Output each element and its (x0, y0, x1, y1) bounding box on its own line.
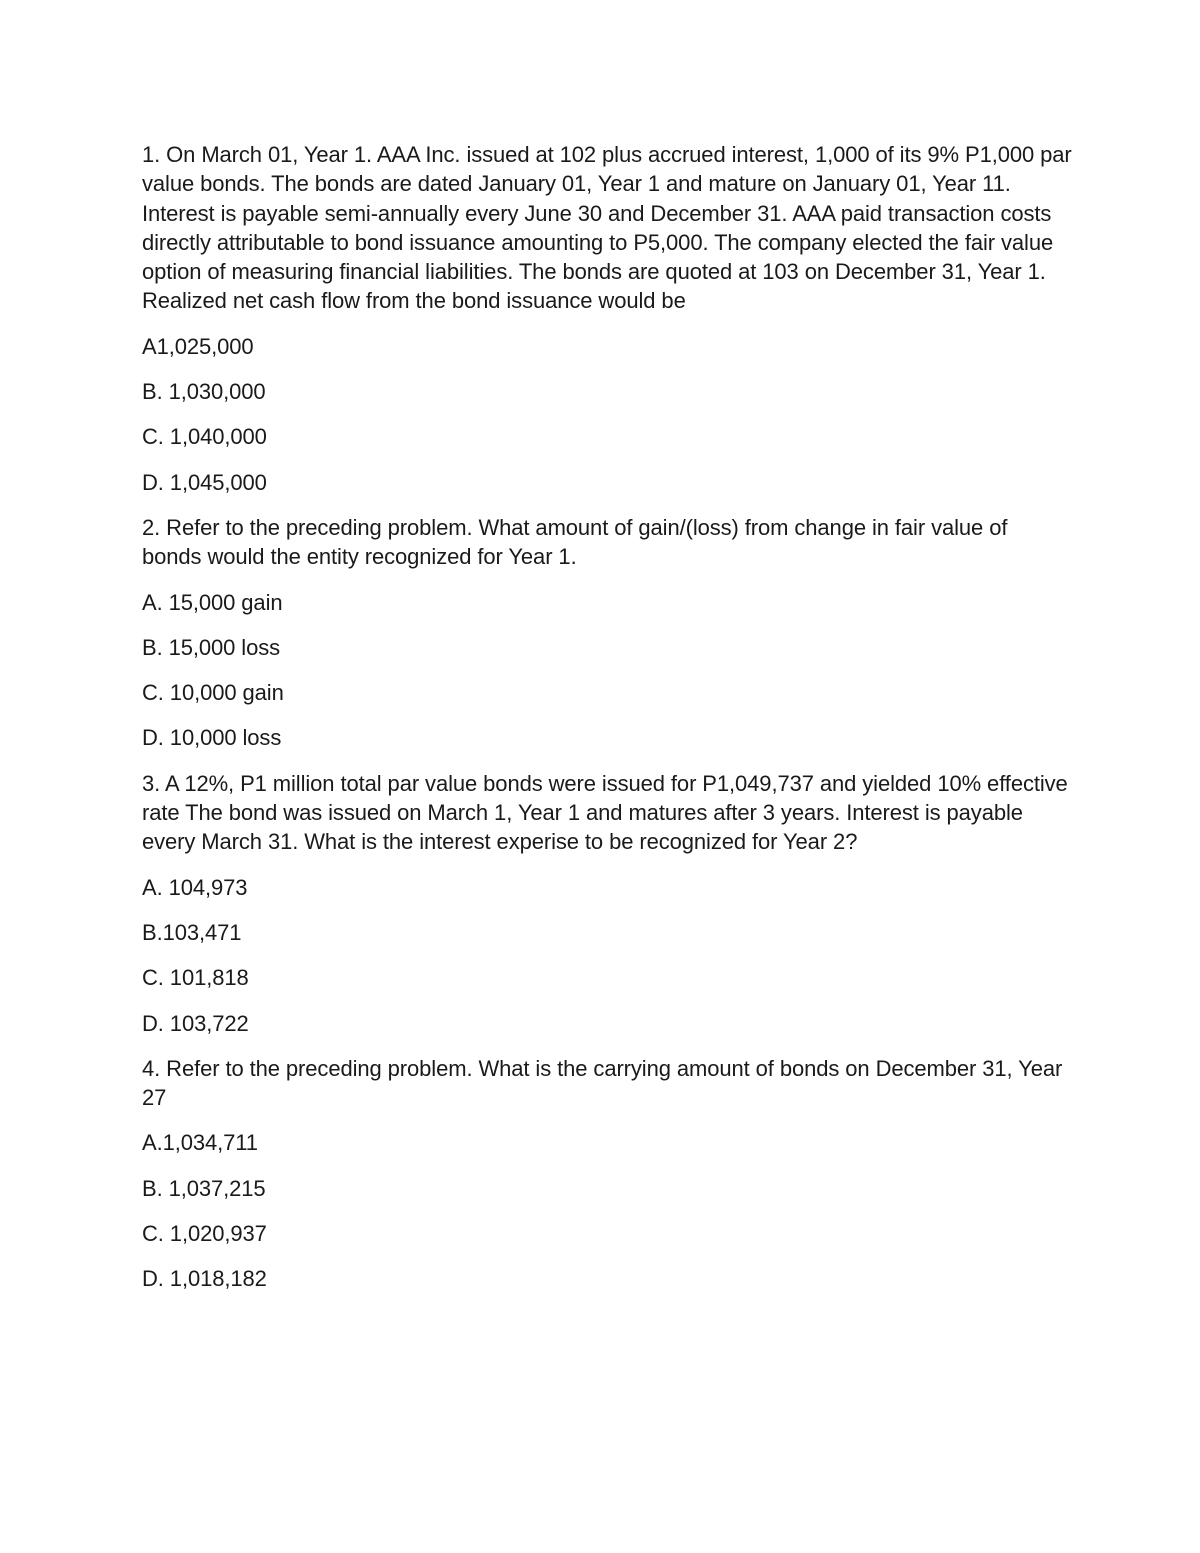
question-3-option-b: B.103,471 (142, 919, 242, 945)
question-2-option-b: B. 15,000 loss (142, 634, 281, 660)
question-4-option-d: D. 1,018,182 (142, 1266, 267, 1292)
question-2-option-c: C. 10,000 gain (142, 680, 284, 706)
question-4-text: 4. Refer to the preceding problem. What is the carrying amount of bonds on December 31, Year 27 (142, 1055, 1063, 1111)
question-2-text: 2. Refer to the preceding problem. What amount of gain/(loss) from change in fair value of bonds would the entity recognized for Year 1. (142, 514, 1008, 570)
question-1-option-c: C. 1,040,000 (142, 424, 267, 450)
question-3-option-c: C. 101,818 (142, 965, 249, 991)
document-content (142, 140, 1072, 1310)
question-1-text: 1. On March 01, Year 1. AAA Inc. issued at 102 plus accrued interest, 1,000 of its 9% P1,000 par value bonds. The bonds are dated January 01, Year 1 and mature on January 01, Year 11. Interest is payable semi-annually every June 30 and December 31. AAA paid transaction costs directly attributable to bond issuance amounting to P5,000. The company elected the fair value option of measuring financial liabilities. The bonds are quoted at 103 on December 31, Year 1. Realized net cash flow from the bond issuance would be (142, 142, 1072, 314)
question-2-option-d: D. 10,000 loss (142, 725, 282, 751)
question-1-option-b: B. 1,030,000 (142, 379, 266, 405)
question-3-option-a: A. 104,973 (142, 874, 248, 900)
question-3-text: 3. A 12%, P1 million total par value bonds were issued for P1,049,737 and yielded 10% effective rate The bond was issued on March 1, Year 1 and matures after 3 years. Interest is payable every March 31. What is the interest experise to be recognized for Year 2? (142, 770, 1068, 855)
question-2-option-a: A. 15,000 gain (142, 589, 283, 615)
question-4-option-a: A.1,034,711 (142, 1130, 258, 1156)
question-1-option-d: D. 1,045,000 (142, 469, 267, 495)
question-3-option-d: D. 103,722 (142, 1010, 249, 1036)
question-4-option-c: C. 1,020,937 (142, 1221, 267, 1247)
question-4-option-b: B. 1,037,215 (142, 1175, 266, 1201)
question-1-option-a: A1,025,000 (142, 333, 254, 359)
